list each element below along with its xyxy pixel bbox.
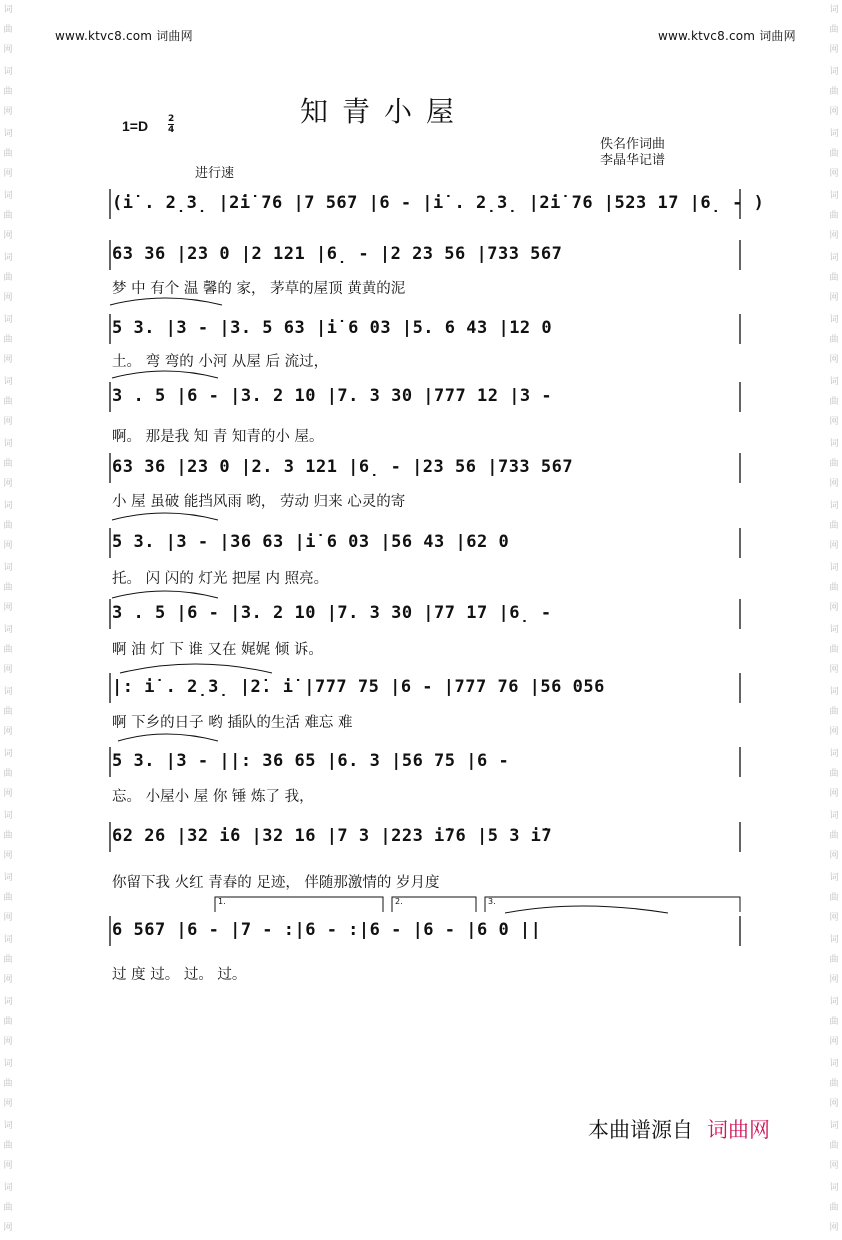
slur [112,513,218,520]
source-label: 本曲谱源自 [588,1118,693,1142]
tempo-marking: 进行速 [195,166,235,181]
notation-line: 62 26 |32 i̇6 |32 16 |7 3 |223 i̇76 |5 3 i̇7 [112,826,553,846]
notation-line: 3 . 5 |6 - |3. 2 10 |7. 3 30 |777 12 |3 - [112,386,553,406]
slur [120,664,272,673]
lyric-line: 小 屋 虽破 能挡风雨 哟， 劳动 归来 心灵的寄 [112,494,406,510]
slur [112,371,218,378]
lyric-line: 土。 弯 弯的 小河 从屋 后 流过， [112,354,329,370]
volta-2-label: 2. [395,897,403,906]
site-link-left[interactable]: www.ktvc8.com 词曲网 [55,29,193,43]
side-watermark-right: 词 曲 网 词 曲 网 词 曲 网 词 曲 网 词 曲 网 词 曲 网 词 曲 网 词 曲 网 词 曲 网 词 曲 网 词 曲 网 词 曲 网 词 曲 网 词 曲 网 词 曲 网 词 曲 网 词 曲 网 词 曲 网 词 曲 网 词 曲 网 [829,5,839,1233]
brand-link[interactable]: 词曲网 [707,1118,770,1142]
lyric-line: 托。 闪 闪的 灯光 把屋 内 照亮。 [112,571,329,587]
notation-line: 5 3. |3 - |3. 5 63 |i̇ 6 03 |5. 6 43 |12 0 [112,318,553,338]
notation-line: (i̇ . 2̣3̣ |2̇i̇ 76 |7 567 |6 - |i̇ . 2̣3̣ |2̇i̇ 76 |523 17 |6̣ - ) [112,193,765,213]
notation-line: 6 567 |6 - |7 - :|6 - :|6 - |6 - |6 0 || [112,920,542,940]
time-denominator: 4 [168,125,175,135]
volta-1-label: 1. [218,897,226,906]
time-numerator: 2 [168,114,175,124]
slur [505,906,668,913]
notation-line: 5 3. |3 - |36 63 |i̇ 6 03 |56 43 |62 0 [112,532,510,552]
key-signature: 1=D [122,118,149,134]
notation-line: 63 36 |23 0 |2 121 |6̣ - |2 23 56 |733 567 [112,244,563,264]
notation-line: 63 36 |23 0 |2. 3 121 |6̣ - |23 56 |733 567 [112,457,574,477]
lyric-line: 啊 油 灯 下 谁 又在 娓娓 倾 诉。 [112,642,323,658]
notation-line: 5 3. |3 - ||: 36 65 |6. 3 |56 75 |6 - [112,751,510,771]
source-footer [588,1114,770,1144]
notation-line: |: i̇ . 2̣3̣ |2̇. i̇ |777 75 |6 - |777 76 |56 056 [112,677,605,697]
lyric-line: 啊 下乡的日子 哟 插队的生活 难忘 难 [112,715,353,731]
lyric-line: 梦 中 有个 温 馨的 家， 茅草的屋顶 黄黄的泥 [112,281,406,297]
side-watermark-left: 词 曲 网 词 曲 网 词 曲 网 词 曲 网 词 曲 网 词 曲 网 词 曲 网 词 曲 网 词 曲 网 词 曲 网 词 曲 网 词 曲 网 词 曲 网 词 曲 网 词 曲 网 词 曲 网 词 曲 网 词 曲 网 词 曲 网 词 曲 网 [3,5,13,1233]
song-title: 知青小屋 [300,95,469,128]
volta-2-bracket [392,897,476,912]
lyric-line: 你留下我 火红 青春的 足迹， 伴随那激情的 岁月度 [112,875,440,891]
slur [110,298,222,305]
credit-transcriber: 李晶华记谱 [600,153,666,168]
lyric-line: 忘。 小屋小 屋 你 锤 炼了 我， [112,789,314,805]
volta-1-bracket [215,897,383,912]
slur [118,734,218,741]
notation-line: 3 . 5 |6 - |3. 2 10 |7. 3 30 |77 17 |6̣ - [112,603,552,623]
lyric-line: 啊。 那是我 知 青 知青的小 屋。 [112,429,324,445]
credit-lyricist-composer: 佚名作词曲 [600,137,666,152]
volta-3-label: 3. [488,897,496,906]
slur [112,591,218,598]
lyric-line: 过 度 过。 过。 过。 [112,967,247,983]
site-link-right[interactable]: www.ktvc8.com 词曲网 [658,29,796,43]
